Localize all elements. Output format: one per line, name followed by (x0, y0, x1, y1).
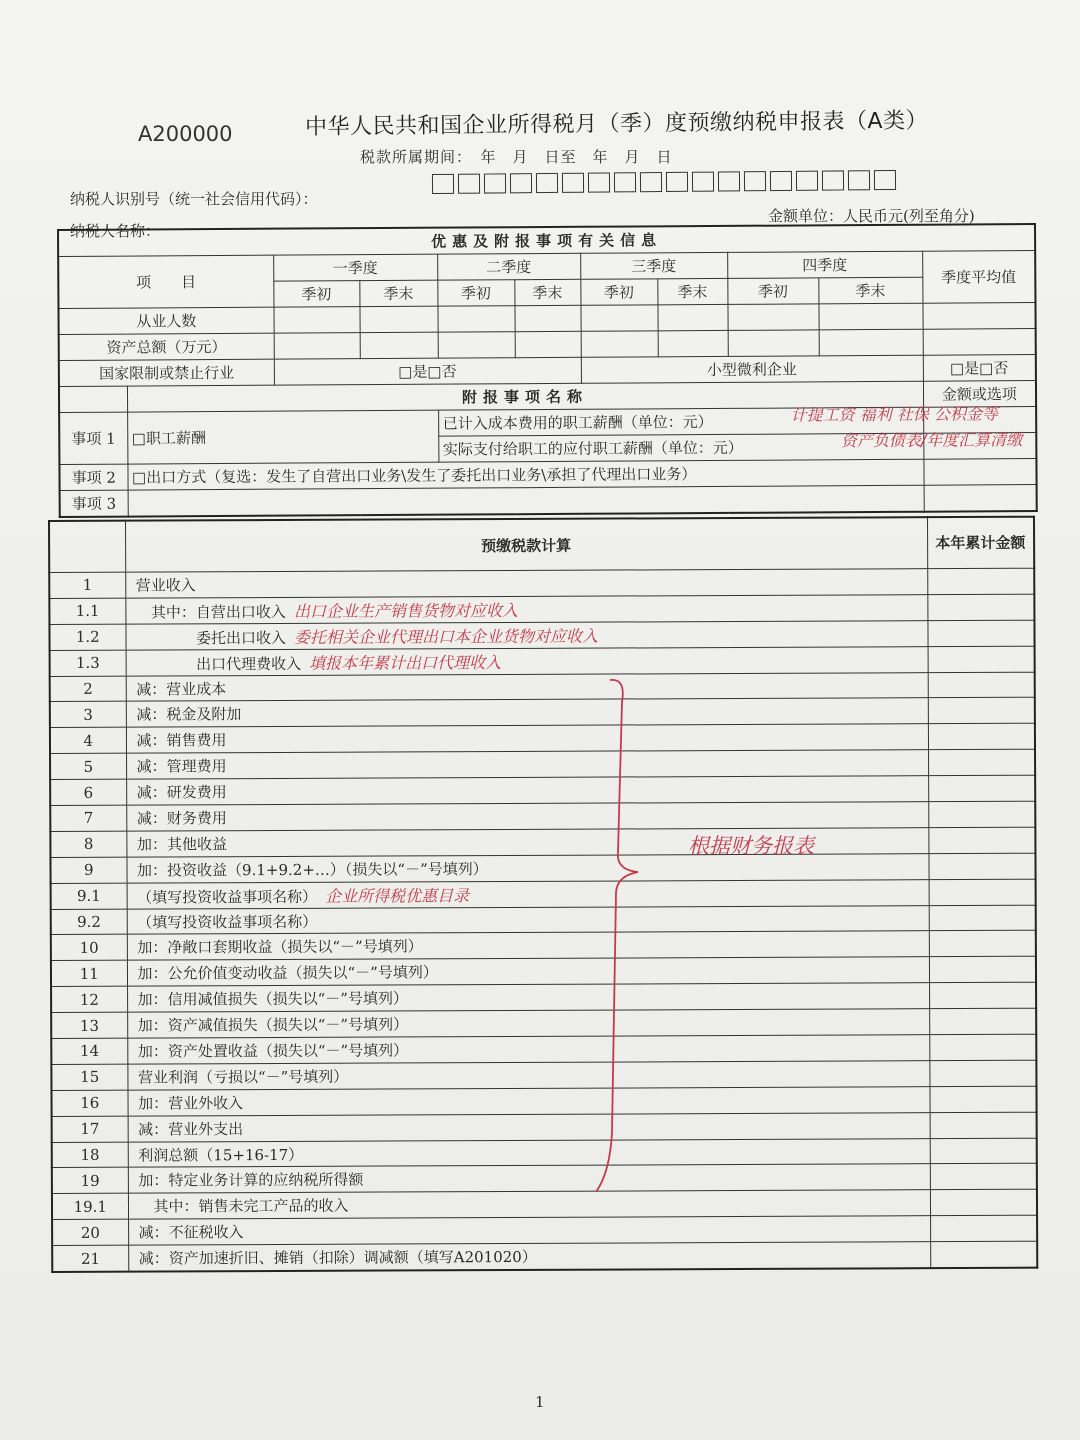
q2-end: 季末 (514, 279, 580, 305)
cumulative-amount-cell[interactable] (928, 724, 1035, 750)
employees-label: 从业人数 (58, 307, 273, 334)
row-label-cell (125, 595, 927, 624)
row-number: 1.2 (49, 624, 125, 650)
row-label: 加：投资收益（9.1+9.2+…）（损失以“－”号填列） (136, 859, 488, 880)
cumulative-amount-cell[interactable] (929, 982, 1036, 1008)
cell[interactable] (274, 333, 360, 360)
id-digit-box[interactable] (510, 173, 532, 193)
row-label: 减：资产加速折旧、摊销（扣除）调减额（填写A201020） (138, 1247, 537, 1268)
taxpayer-id-label: 纳税人识别号（统一社会信用代码）： (70, 190, 318, 208)
row-number: 11 (51, 961, 127, 987)
cell[interactable] (727, 304, 818, 331)
cell[interactable] (438, 332, 515, 358)
cumulative-amount-cell[interactable] (930, 1138, 1037, 1164)
row-number: 18 (52, 1142, 128, 1168)
restricted-industry-option[interactable]: □是□否 (274, 357, 581, 385)
cumulative-amount-cell[interactable] (930, 1190, 1037, 1216)
id-digit-box[interactable] (432, 174, 454, 194)
calc-table (48, 516, 1038, 1273)
small-enterprise-label: 小型微利企业 (581, 355, 923, 383)
cumulative-amount-cell[interactable] (928, 698, 1035, 724)
item2-label: 事项 2 (59, 464, 127, 490)
row-label-cell (126, 698, 928, 727)
handwritten-note: 资产负债表/年度汇算清缴 (840, 430, 1023, 451)
row-number: 17 (52, 1116, 128, 1142)
row-label: 加：营业外收入 (138, 1093, 244, 1113)
q3-end: 季末 (657, 278, 727, 304)
cell[interactable] (728, 330, 819, 357)
row-label-cell (127, 931, 929, 960)
q1-start: 季初 (273, 281, 359, 308)
cell[interactable] (359, 306, 437, 332)
cumulative-amount-cell[interactable] (928, 853, 1035, 879)
row-number: 20 (52, 1219, 128, 1245)
item1-sub2-cell (438, 430, 1023, 462)
row-number: 19.1 (52, 1194, 128, 1220)
row-label: 减：营业成本 (136, 679, 227, 699)
form-code: A200000 (138, 122, 233, 146)
row-number: 5 (50, 753, 126, 779)
cumulative-amount-cell[interactable] (928, 801, 1035, 827)
cumulative-amount-cell[interactable] (929, 1060, 1036, 1086)
row-label: 加：信用减值损失（损失以“－”号填列） (137, 989, 408, 1009)
row-label: 减：研发费用 (136, 783, 227, 802)
row-label: 减：财务费用 (136, 809, 227, 828)
page-number: 1 (535, 1393, 545, 1411)
quarter-2: 二季度 (437, 253, 580, 280)
row-label-cell (125, 620, 927, 649)
row-label: 加：其他收益 (136, 835, 227, 854)
cumulative-amount-cell[interactable] (930, 1215, 1037, 1241)
id-digit-box[interactable] (588, 172, 610, 192)
row-number: 9.1 (51, 883, 127, 909)
id-digit-box[interactable] (796, 171, 818, 191)
row-number: 2 (50, 676, 126, 702)
quarter-3: 三季度 (580, 252, 727, 279)
q2-start: 季初 (437, 280, 514, 306)
row-label: 出口代理费收入 (136, 654, 302, 674)
row-number: 4 (50, 728, 126, 754)
quarter-4: 四季度 (727, 251, 922, 278)
cumulative-amount-cell[interactable] (927, 620, 1034, 646)
cumulative-amount-cell[interactable] (929, 1034, 1036, 1060)
id-digit-box[interactable] (718, 171, 740, 191)
row-number: 1.3 (50, 650, 126, 676)
supp-title: 附报事项名称 (127, 381, 923, 412)
row-label: 减：营业外支出 (138, 1119, 244, 1139)
info-table (57, 223, 1038, 518)
row-label: 加：公允价值变动收益（损失以“－”号填列） (137, 963, 438, 983)
row-label: 利润总额（15+16-17） (138, 1145, 304, 1165)
quarter-1: 一季度 (273, 254, 437, 281)
row-number: 6 (50, 779, 126, 805)
cumulative-amount-cell[interactable] (929, 931, 1036, 957)
handwritten-note: 委托相关企业代理出口本企业货物对应收入 (293, 626, 599, 647)
id-digit-box[interactable] (484, 173, 506, 193)
row-label: 营业利润（亏损以“－”号填列） (137, 1067, 349, 1087)
row-number: 21 (52, 1245, 128, 1272)
row-label: 营业收入 (135, 576, 196, 595)
supp-amount-header: 金额或选项 (923, 381, 1036, 408)
item1-sub1: 已计入成本费用的职工薪酬（单位：元） (442, 412, 713, 433)
item1-name[interactable]: □职工薪酬 (127, 410, 438, 464)
id-digit-box[interactable] (536, 173, 558, 193)
cumulative-amount-cell[interactable] (929, 1008, 1036, 1034)
cell[interactable] (922, 303, 1035, 330)
taxpayer-id-boxes (432, 170, 896, 194)
cell[interactable] (581, 331, 658, 357)
item-header: 项 目 (58, 255, 273, 308)
cell[interactable] (923, 459, 1036, 486)
handwritten-note: 出口企业生产销售货物对应收入 (293, 600, 518, 621)
id-digit-box[interactable] (458, 174, 480, 194)
item1-sub2: 实际支付给职工的应付职工薪酬（单位：元） (442, 438, 743, 459)
row-label-cell (127, 1061, 929, 1090)
cell[interactable] (819, 329, 923, 356)
q1-end: 季末 (359, 280, 437, 306)
row-label: 其中：自营出口收入 (135, 602, 286, 622)
row-label-cell (126, 802, 928, 831)
brace-note: 根据财务报表 (688, 834, 814, 858)
row-label: （填写投资收益事项名称） (137, 887, 318, 907)
restricted-industry-label: 国家限制或禁止行业 (59, 359, 274, 386)
cell[interactable] (923, 329, 1036, 356)
row-label: 委托出口收入 (135, 628, 287, 648)
cumulative-amount-cell[interactable] (928, 775, 1035, 801)
row-label-cell (128, 1164, 930, 1193)
row-label-cell (126, 724, 928, 753)
row-label-cell (128, 1138, 930, 1167)
cumulative-header: 本年累计金额 (927, 517, 1034, 569)
row-label-cell (128, 1112, 930, 1141)
row-label-cell (127, 1009, 929, 1038)
row-label-cell (126, 646, 928, 675)
q4-start: 季初 (727, 278, 818, 305)
blank-cell (49, 521, 125, 573)
row-number: 15 (51, 1064, 127, 1090)
cell[interactable] (657, 304, 727, 330)
cumulative-amount-cell[interactable] (928, 827, 1035, 853)
row-label: 加：资产处置收益（损失以“－”号填列） (137, 1041, 409, 1061)
row-label-cell (127, 905, 929, 934)
blank-cell (59, 386, 127, 412)
row-label: （填写投资收益事项名称） (137, 912, 318, 932)
q3-start: 季初 (580, 279, 657, 305)
row-label: 减：管理费用 (136, 757, 227, 776)
row-number: 12 (51, 986, 127, 1012)
cell[interactable] (437, 306, 514, 332)
handwritten-note: 企业所得税优惠目录 (325, 885, 470, 906)
row-number: 3 (50, 702, 126, 728)
item3-label: 事项 3 (60, 490, 128, 517)
cell[interactable] (514, 305, 580, 331)
row-label-cell (127, 983, 929, 1012)
calc-title: 预缴税款计算 (125, 517, 927, 572)
cell[interactable] (515, 331, 581, 357)
cumulative-amount-cell[interactable] (928, 646, 1035, 672)
row-label-cell (127, 879, 929, 908)
row-number: 7 (50, 805, 126, 831)
id-digit-box[interactable] (770, 171, 792, 191)
row-number: 14 (51, 1038, 127, 1064)
row-number: 1.1 (49, 598, 125, 624)
cumulative-amount-cell[interactable] (929, 1086, 1036, 1112)
row-label: 其中：销售未完工产品的收入 (138, 1197, 349, 1216)
cumulative-amount-cell[interactable] (929, 957, 1036, 983)
q4-end: 季末 (818, 277, 922, 304)
row-label: 减：税金及附加 (136, 705, 242, 725)
row-number: 9 (50, 857, 126, 883)
cell[interactable] (360, 332, 438, 358)
cumulative-amount-cell[interactable] (930, 1241, 1037, 1268)
row-label-cell (127, 1035, 929, 1064)
cumulative-amount-cell[interactable] (928, 672, 1035, 698)
row-number: 8 (50, 831, 126, 857)
amount-unit: 金额单位：人民币元(列至角分) (768, 207, 975, 225)
cell[interactable] (273, 307, 359, 334)
brace-annotation (588, 672, 668, 1192)
id-digit-box[interactable] (822, 170, 844, 190)
row-label: 加：特定业务计算的应纳税所得额 (138, 1171, 364, 1191)
id-digit-box[interactable] (614, 172, 636, 192)
row-label-cell (126, 776, 928, 805)
cell[interactable] (580, 305, 657, 331)
row-label-cell (127, 957, 929, 986)
row-label-cell (127, 1086, 929, 1115)
cell[interactable] (658, 330, 728, 356)
taxpayer-name-label: 纳税人名称： (70, 222, 161, 240)
cumulative-amount-cell[interactable] (927, 594, 1034, 620)
cell[interactable] (924, 485, 1037, 512)
cell[interactable] (128, 485, 924, 516)
id-digit-box[interactable] (640, 172, 662, 192)
row-number: 1 (49, 572, 125, 598)
row-label-cell (126, 750, 928, 779)
row-number: 9.2 (51, 909, 127, 935)
id-digit-box[interactable] (848, 170, 870, 190)
row-number: 16 (51, 1090, 127, 1116)
row-label-cell (128, 1190, 930, 1219)
row-number: 19 (52, 1168, 128, 1194)
cumulative-amount-cell[interactable] (930, 1112, 1037, 1138)
row-label-cell (128, 1216, 930, 1245)
form-title: 中华人民共和国企业所得税月（季）度预缴纳税申报表（A类） (304, 108, 929, 140)
id-digit-box[interactable] (874, 170, 896, 190)
cumulative-amount-cell[interactable] (929, 905, 1036, 931)
item1-label: 事项 1 (59, 412, 127, 464)
id-digit-box[interactable] (692, 172, 714, 192)
cumulative-amount-cell[interactable] (929, 879, 1036, 905)
row-label: 减：销售费用 (136, 731, 227, 750)
id-digit-box[interactable] (562, 173, 584, 193)
row-label: 加：资产减值损失（损失以“－”号填列） (137, 1015, 409, 1035)
tax-period: 税款所属期间： 年 月 日至 年 月 日 (360, 148, 673, 166)
avg-header: 季度平均值 (922, 251, 1035, 304)
row-label: 减：不征税收入 (138, 1223, 244, 1242)
cell[interactable] (818, 303, 922, 330)
assets-label: 资产总额（万元） (59, 333, 274, 360)
row-label-cell (126, 672, 928, 701)
item2-name[interactable]: □出口方式（复选：发生了自营出口业务\发生了委托出口业务\承担了代理出口业务） (127, 459, 923, 490)
row-label-cell (128, 1242, 930, 1272)
cumulative-amount-cell[interactable] (927, 568, 1034, 594)
id-digit-box[interactable] (666, 172, 688, 192)
cumulative-amount-cell[interactable] (928, 749, 1035, 775)
table-row (52, 1241, 1037, 1272)
handwritten-note: 填报本年累计出口代理收入 (309, 652, 502, 673)
cumulative-amount-cell[interactable] (930, 1164, 1037, 1190)
row-label: 加：净敞口套期收益（损失以“－”号填列） (137, 937, 423, 958)
row-number: 13 (51, 1012, 127, 1038)
row-label-cell (125, 569, 927, 598)
small-enterprise-option[interactable]: □是□否 (923, 355, 1036, 382)
info-section-title: 优惠及附报事项有关信息 (58, 224, 1035, 256)
row-number: 10 (51, 935, 127, 961)
id-digit-box[interactable] (744, 171, 766, 191)
handwritten-note: 计提工资 福利 社保 公积金等 (790, 404, 998, 425)
